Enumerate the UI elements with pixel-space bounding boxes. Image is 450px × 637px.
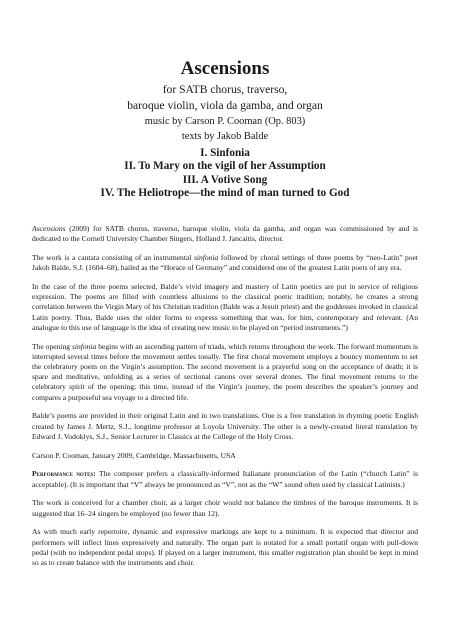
movement-3: III. A Votive Song [182, 173, 268, 186]
performance-notes-label: Performance notes: [32, 469, 96, 479]
movement-4: IV. The Heliotrope—the mind of man turned to God [100, 187, 350, 200]
paragraph-choir-size: The work is conceived for a chamber choir, as a larger choir would not balance the timbres of the baroque instruments. It is suggested that 16–24 singers be employed (no fewer than 12). [32, 498, 418, 518]
paragraph-sinfonia: The opening sinfonia begins with an ascending pattern of triads, which returns throughout the work. The forward momentum is interrupted several times before the movement settles tonally. The first choral movement employs a bouncy momentum to set the celebratory poem on the Virgin’s assumption. The second movement is a prayerful song on the acceptance of death; it is spare and meditative, unfolding as a series of sectional canons over several drones. The final movement returns to the celebratory spirit of the opening; this time, instead of the Virgin’s journey, the poem describes the speaker’s journey and compares a purposeful sea voyage to a directed life. [32, 341, 418, 402]
movement-1: I. Sinfonia [200, 147, 250, 159]
work-title-italic: Ascensions [32, 224, 66, 233]
paragraph-commission: Ascensions (2009) for SATB chorus, traverso, baroque violin, viola da gamba, and organ was commissioned by and is dedicated to the Cornell University Chamber Singers, Holland J. Jancaitis, director. [32, 224, 418, 244]
signature-line: Carson P. Cooman, January 2009, Cambridge, Massachusetts, USA [32, 450, 236, 460]
movement-2: II. To Mary on the vigil of her Assumption [124, 160, 326, 173]
paragraph-dynamics: As with much early repertoire, dynamic and expressive markings are kept to a minimum. It is expected that director and performers will inflect lines expressively and naturally. The organ part is notated for a small portatif organ with pull-down pedal (with no independent pedal stops). If played on a larger instrument, this smaller registration plan should be kept in mind so as to create balance with the instruments and choir. [32, 527, 418, 568]
subtitle-instruments: baroque violin, viola da gamba, and organ [127, 99, 323, 112]
paragraph-poems: In the case of the three poems selected, Balde’s vivid imagery and mastery of Latin poetics are put in service of religious expression. The poems are filled with countless allusions to the classical poetic tradition; notably, he creates a strong correlation between the Virgin Mary of his Christian tradition (Balde was a Jesuit priest) and the goddesses invoked in classical Latin poetry. Thus, Balde uses the older forms to express something that was, for him, contemporary and relevant. (An analogue to this use of language is the idea of creating new music to be played on “period instruments.”) [32, 282, 418, 332]
document-title: Ascensions [180, 58, 270, 79]
paragraph-cantata: The work is a cantata consisting of an instrumental sinfonia followed by choral settings of three poems by “neo-Latin” poet Jakob Balde, S.J. (1604–68), hailed as the “Horace of Germany” and considered one of the greatest Latin poets of any era. [32, 253, 419, 273]
movement-list [0, 147, 450, 201]
texts-line: texts by Jakob Balde [181, 131, 269, 142]
paragraph-translations: Balde’s poems are provided in their original Latin and in two translations. One is a free translation in rhyming poetic English created by James J. Mertz, S.J., longtime professor at Loyola University. The other is a newly-created literal translation by Edward J. Vodoklys, S.J., Senior Lecturer in Classics at the College of the Holy Cross. [32, 411, 418, 441]
program-notes [32, 224, 418, 577]
composer-line: music by Carson P. Cooman (Op. 803) [144, 116, 306, 127]
paragraph-performance-notes: Performance notes: The composer prefers a classically-informed Italianate pronunciation of the Latin (“church Latin” is acceptable). (It is important that “V” always be pronounced as “V”, not as the “W” sound often used by classical Latinists.) [32, 469, 418, 489]
subtitle-instrumentation: for SATB chorus, traverso, [162, 83, 288, 96]
